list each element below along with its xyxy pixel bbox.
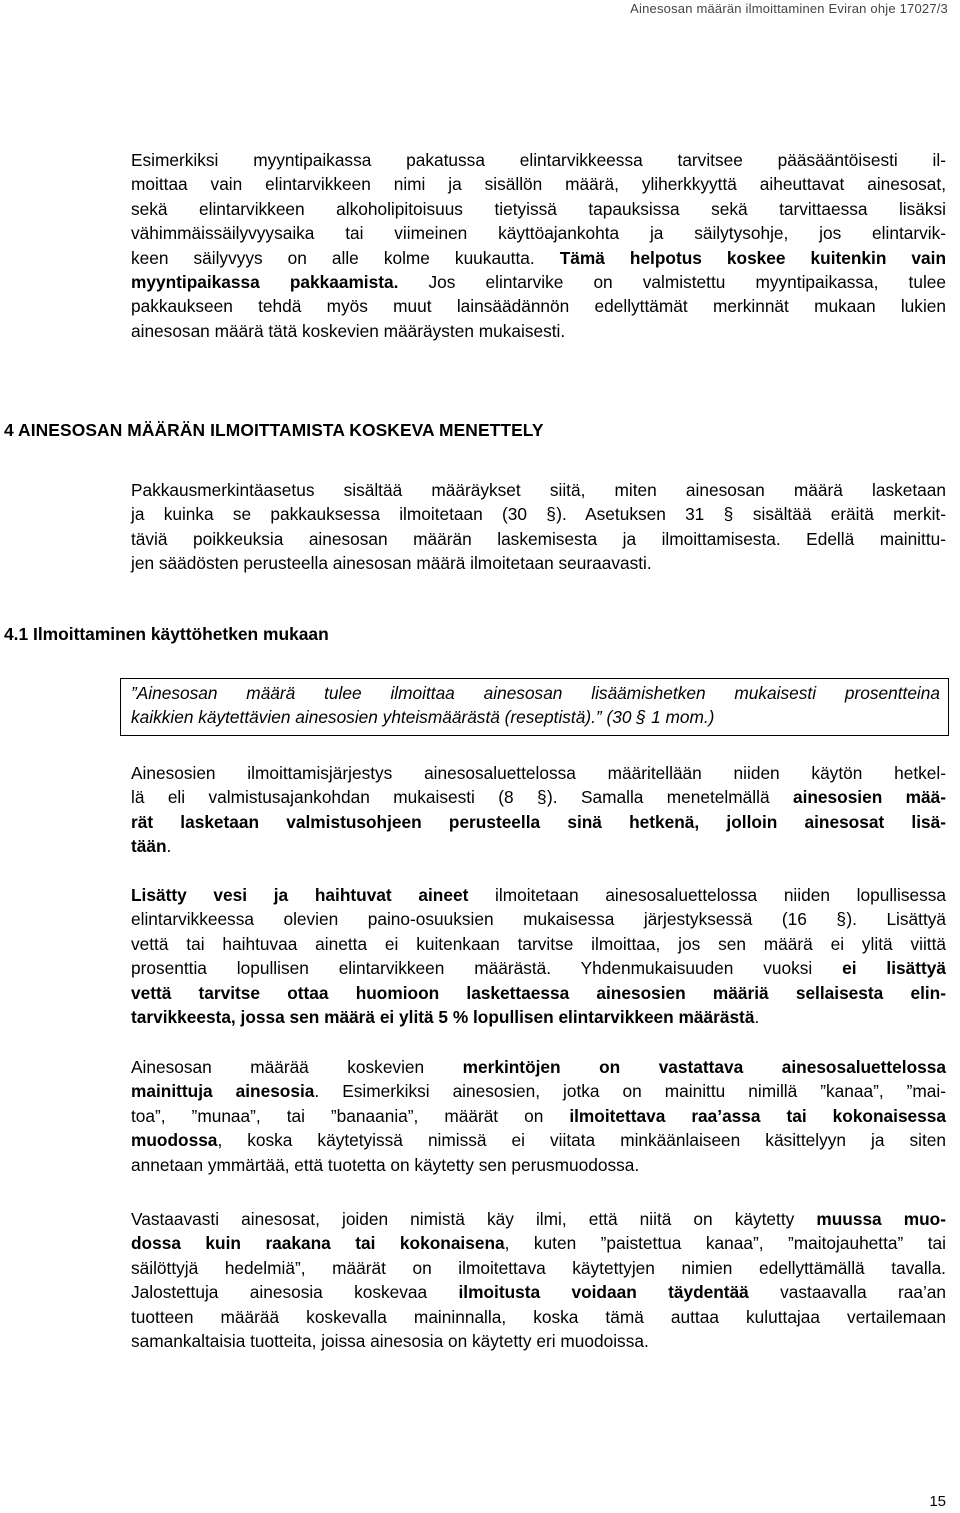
bold-emphasis: ilmoitusta voidaan täydentää [458,1282,749,1303]
paragraph-regulation [131,478,946,576]
text-line: keen säilyvyys on alle kolme kuukautta. Tämä helpotus koskee kuitenkin vain [131,247,947,268]
text-line: dossa kuin raakana tai kokonaisena, kuten ”paistettua kanaa”, ”maitojauhetta” tai [131,1233,946,1254]
text-line: kaikkien käytettävien ainesosien yhteismäärästä (reseptistä).” (30 § 1 mom.) [131,705,940,729]
text-line: tarvikkeesta, jossa sen määrä ei ylitä 5 % lopullisen elintarvikkeen määrästä. [131,1007,760,1028]
bold-emphasis: Tämä helpotus koskee kuitenkin vain [559,247,947,268]
text-line: pakkaukseen tehdä myös muut lainsäädännön edellyttämät merkinnät mukaan lukien [131,296,946,317]
bold-emphasis: tään [131,836,167,857]
bold-emphasis: muodossa [131,1130,218,1151]
text-line: mainittuja ainesosia. Esimerkiksi ainesosien, jotka on mainittu nimillä ”kanaa”, ”mai- [131,1081,946,1102]
bold-emphasis: tarvikkeesta, jossa sen määrä ei ylitä 5 % lopullisen elintarvikkeen määrästä [131,1007,755,1028]
bold-emphasis: mainittuja ainesosia [131,1081,315,1102]
text-line: Vastaavasti ainesosat, joiden nimistä käy ilmi, että niitä on käytetty muussa muo- [131,1209,946,1229]
text-line: annetaan ymmärtää, että tuotetta on käytetty sen perusmuodossa. [131,1154,640,1175]
text-line: Ainesosien ilmoittamisjärjestys ainesosaluettelossa määritellään niiden käytön hetkel- [131,763,946,783]
section-heading-4-1: 4.1 Ilmoittaminen käyttöhetken mukaan [4,624,329,644]
text-line: ”Ainesosan määrä tulee ilmoittaa ainesosan lisäämishetken mukaisesti prosentteina [131,683,940,703]
section-sign-icon: § [836,909,846,930]
text-line: elintarvikkeessa olevien paino-osuuksien mukaisessa järjestyksessä (16 §). Lisättyä [131,907,946,931]
paragraph-processed [131,1207,946,1353]
text-line: täviä poikkeuksia ainesosan määrän laskemisesta ja ilmoittamisesta. Edellä mainittu- [131,528,946,549]
text-line: vettä tai haihtuvaa ainetta ei kuitenkaan tarvitse ilmoittaa, jos sen määrä ei ylitä viittä [131,933,946,954]
text-line: sekä elintarvikkeen alkoholipitoisuus tietyissä tapauksissa sekä tarvittaessa lisäksi [131,198,946,219]
text-line: Ainesosan määrää koskevien merkintöjen on vastattava ainesosaluettelossa [131,1057,946,1077]
text-line: samankaltaisia tuotteita, joissa ainesosia on käytetty eri muodoissa. [131,1331,649,1352]
text-line: säilöttyjä hedelmiä”, määrät on ilmoitettava käytettyjen nimien edellyttämällä tavalla. [131,1257,946,1278]
bold-emphasis: Lisätty vesi ja haihtuvat aineet [131,885,469,905]
paragraph-water [131,883,946,1029]
text-line: myyntipaikassa pakkaamista. Jos elintarvike on valmistettu myyntipaikassa, tulee [131,272,947,293]
text-line: Pakkausmerkintäasetus sisältää määräykset siitä, miten ainesosan määrä lasketaan [131,480,946,500]
text-line: lä eli valmistusajankohdan mukaisesti (8 §). Samalla menetelmällä ainesosien mää- [131,785,946,809]
text-line: tään. [131,836,172,857]
text-line: toa”, ”munaa”, tai ”banaania”, määrät on ilmoitettava raa’assa tai kokonaisessa [131,1105,947,1126]
text-line: muodossa, koska käytetyissä nimissä ei viitata minkäänlaiseen käsittelyyn ja siten [131,1130,946,1151]
text-line: tuotteen määrää koskevalla maininnalla, koska tämä auttaa kuluttajaa vertailemaan [131,1306,946,1327]
paragraph-order [131,761,946,859]
text-line: Jalostettuja ainesosia koskevaa ilmoitusta voidaan täydentää vastaavalla raa’an [131,1282,946,1303]
text-line: ja kuinka se pakkauksessa ilmoitetaan (30 §). Asetuksen 31 § sisältää eräitä merkit- [131,502,946,526]
section-sign-icon: § [636,707,646,728]
text-line: Lisätty vesi ja haihtuvat aineet ilmoitetaan ainesosaluettelossa niiden lopullisessa [131,885,946,905]
text-line: vähimmäissäilyvyysaika tai viimeinen käyttöajankohta ja säilytysohje, jos elintarvik- [131,223,946,244]
bold-emphasis: ilmoitettava raa’assa tai kokonaisessa [569,1105,947,1126]
section-sign-icon: § [546,504,556,525]
text-line: prosenttia lopullisen elintarvikkeen määrästä. Yhdenmukaisuuden vuoksi ei lisättyä [131,958,946,979]
bold-emphasis: myyntipaikassa pakkaamista. [131,272,399,293]
paragraph-intro [131,148,946,343]
bold-emphasis: muussa muo- [816,1209,946,1229]
bold-emphasis: merkintöjen on vastattava ainesosaluettelossa [462,1057,946,1077]
text-line: ainesosan määrä tätä koskevien määräysten mukaisesti. [131,320,566,341]
section-heading-4: 4 AINESOSAN MÄÄRÄN ILMOITTAMISTA KOSKEVA MENETTELY [4,420,544,440]
text-line: Esimerkiksi myyntipaikassa pakatussa elintarvikkeessa tarvitsee pääsääntöisesti il- [131,150,946,170]
bold-emphasis: dossa kuin raakana tai kokonaisena [131,1233,505,1254]
text-line: jen säädösten perusteella ainesosan määrä ilmoitetaan seuraavasti. [131,553,652,574]
quoted-regulation-box [120,678,949,736]
text-line: moittaa vain elintarvikkeen nimi ja sisällön määrä, yliherkkyyttä aiheuttavat ainesosat, [131,174,946,195]
bold-emphasis: ainesosien mää- [792,787,946,808]
text-line [131,810,946,834]
running-header: Ainesosan määrän ilmoittaminen Eviran ohje 17027/3 [630,1,948,16]
bold-emphasis: vettä tarvitse ottaa huomioon laskettaessa ainesosien määriä sellaisesta elin- [131,982,946,1003]
bold-emphasis: rät lasketaan valmistusohjeen perusteella sinä hetkenä, jolloin ainesosat lisä- [131,811,946,832]
page-number: 15 [929,1493,946,1510]
bold-emphasis: ei lisättyä [842,958,946,979]
section-sign-icon: § [537,787,547,808]
section-sign-icon: § [723,504,734,525]
paragraph-markings [131,1055,946,1177]
text-line [131,981,946,1005]
